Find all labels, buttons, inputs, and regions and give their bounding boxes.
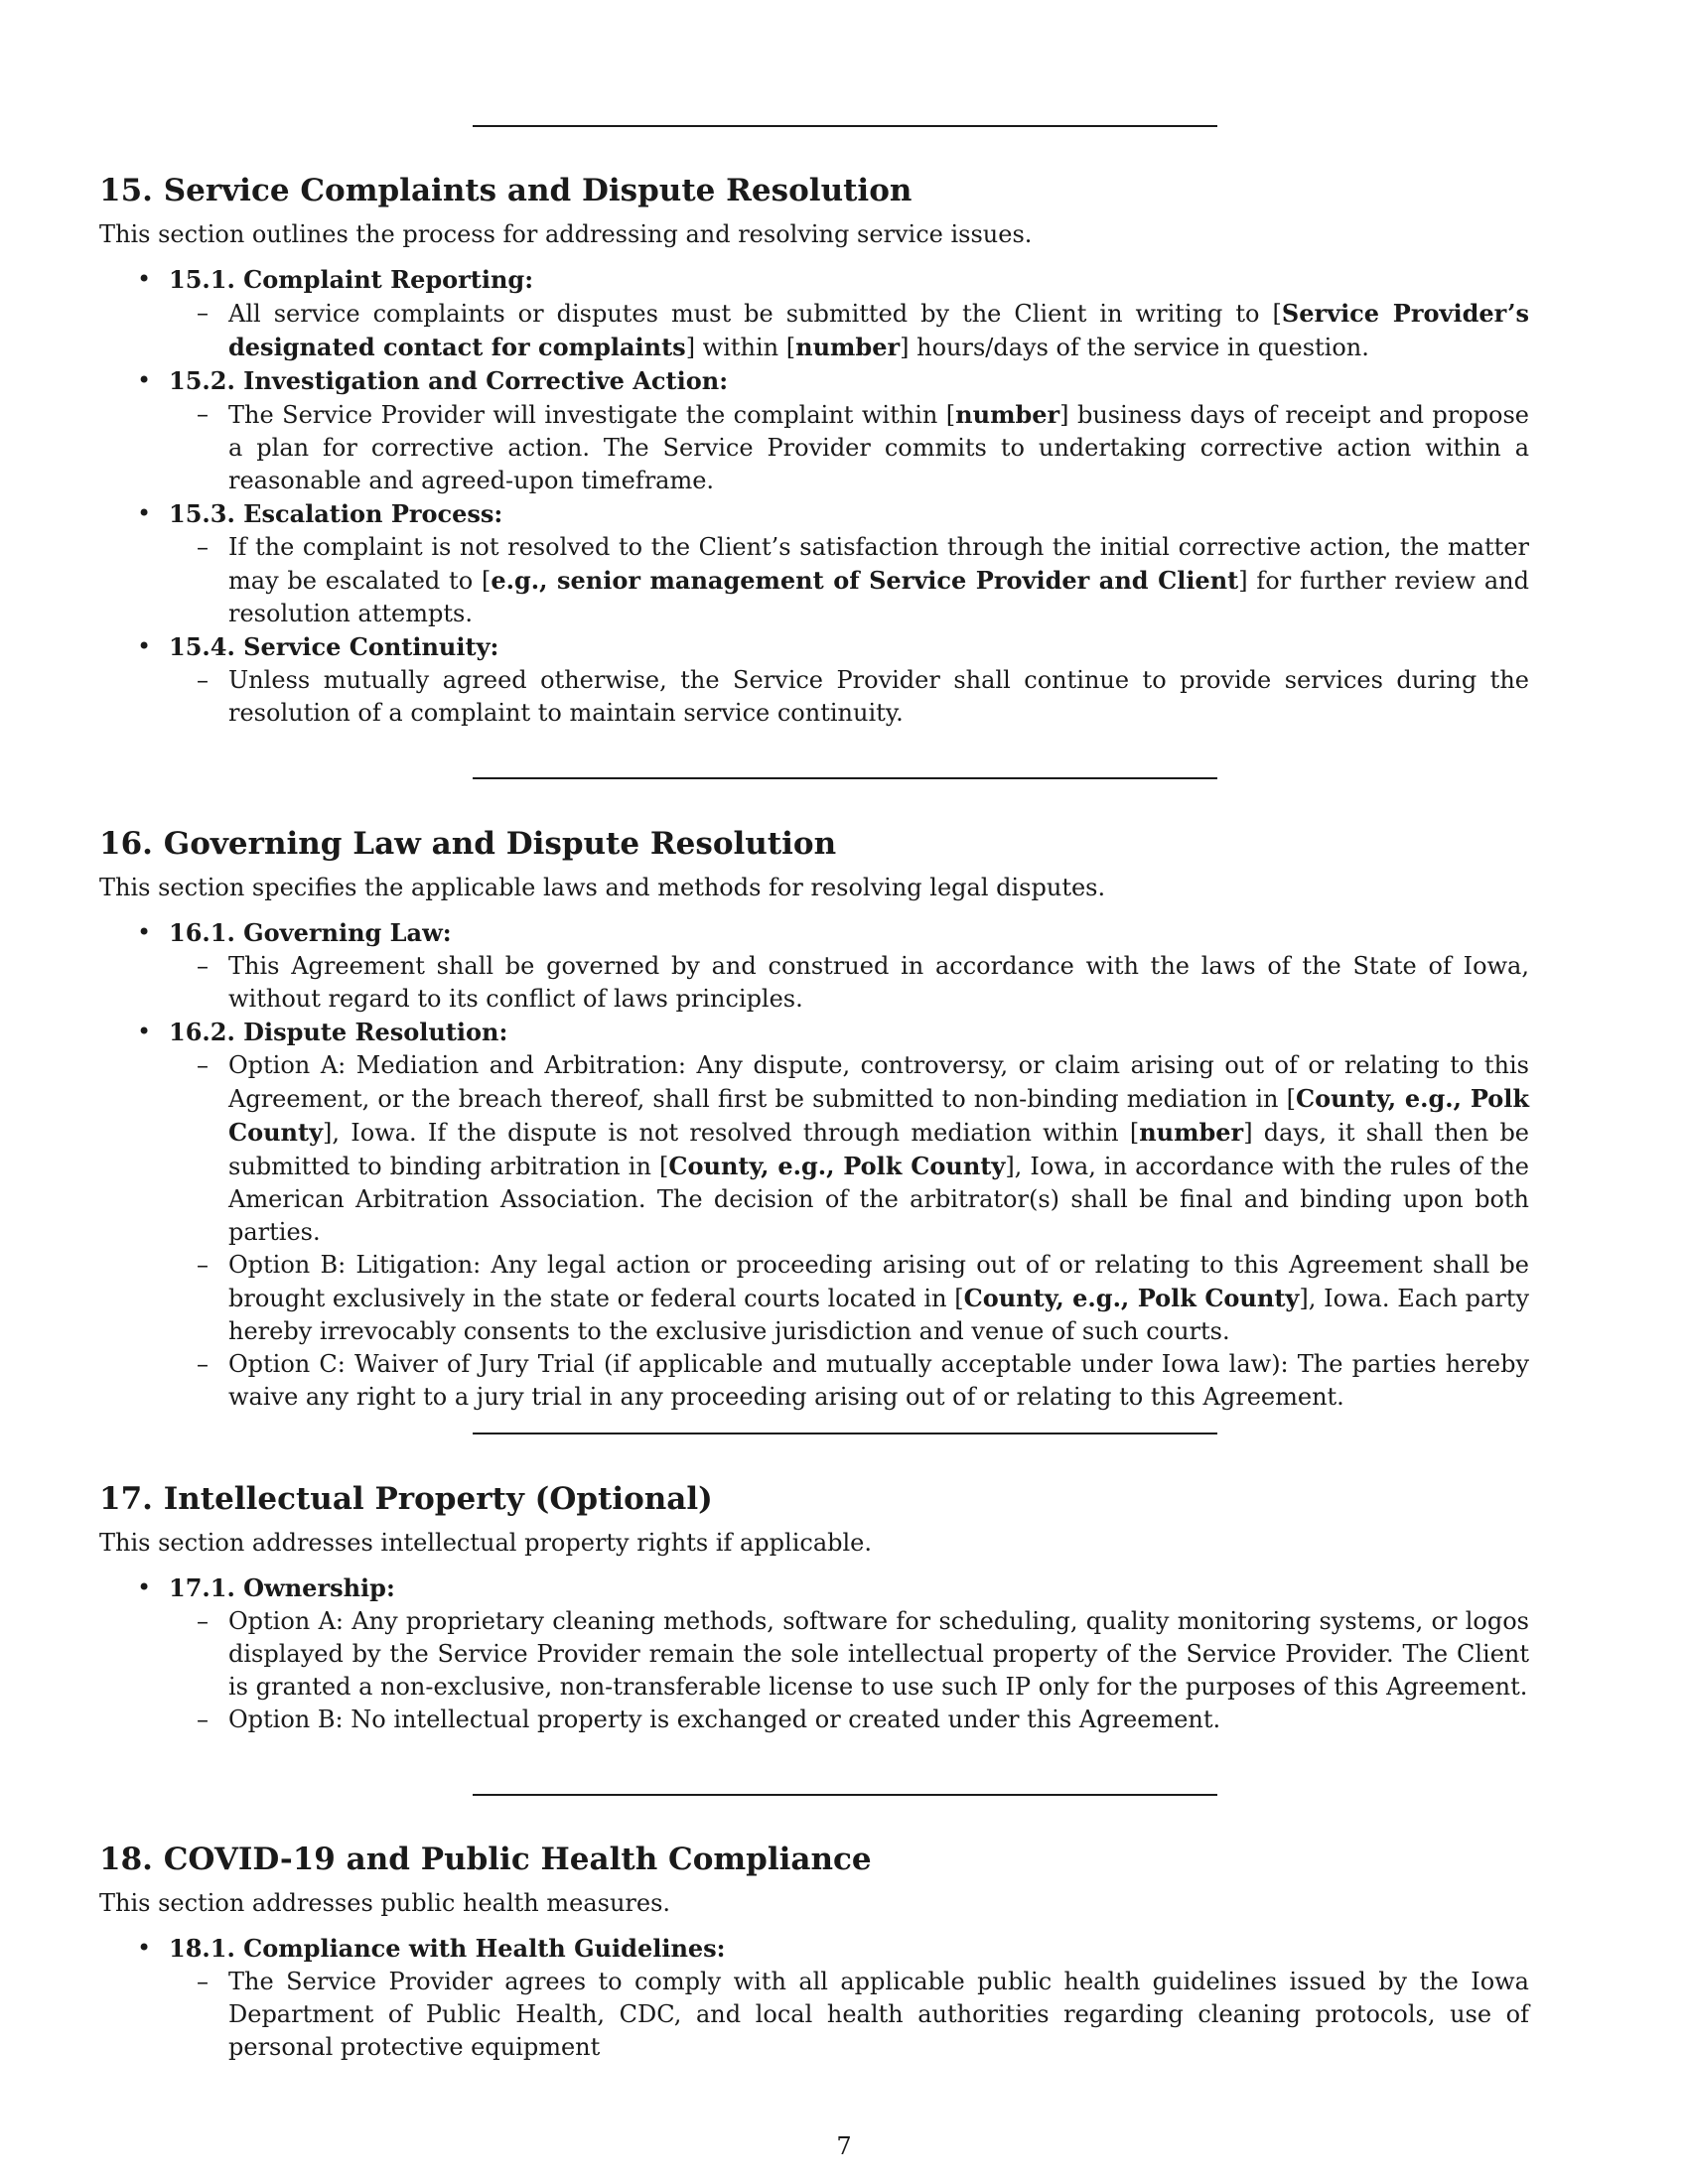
clause-item	[99, 1932, 1589, 2064]
clause-text: – If the complaint is not resolved to the Client’s satisfaction through the initial corrective action, the matter may be escalated to [e.g., senior management of Service Provider and Client] for further review and resolution attempts.	[99, 531, 1529, 630]
section-intro: This section addresses intellectual property rights if applicable.	[99, 1529, 872, 1557]
section-divider	[473, 1433, 1217, 1434]
clause-text: – Option A: Any proprietary cleaning methods, software for scheduling, quality monitoring systems, or logos displayed by the Service Provider remain the sole intellectual property of the Service Provider. The Client is granted a non-exclusive, non-transferable license to use such IP only for the purposes of this Agreement.	[99, 1605, 1529, 1704]
clause-title: 15.4. Service Continuity:	[169, 632, 499, 661]
section-intro: This section specifies the applicable laws and methods for resolving legal disputes.	[99, 874, 1106, 901]
clause-list	[99, 1932, 1589, 2064]
clause-item	[99, 263, 1589, 364]
section-intro: This section addresses public health measures.	[99, 1889, 671, 1917]
section-divider	[473, 125, 1217, 127]
section-heading: 18. COVID-19 and Public Health Compliance	[99, 1842, 872, 1877]
clause-item	[99, 364, 1589, 497]
clause-title: 16.1. Governing Law:	[169, 918, 452, 947]
clause-text: – Option B: No intellectual property is exchanged or created under this Agreement.	[99, 1704, 1529, 1736]
clause-title: 15.1. Complaint Reporting:	[169, 265, 534, 294]
clause-title: 18.1. Compliance with Health Guidelines:	[169, 1934, 726, 1963]
clause-text: – Option B: Litigation: Any legal action or proceeding arising out of or relating to this Agreement shall be brought exclusively in the state or federal courts located in [County, e.g., Polk County], Iowa. Each party hereby irrevocably consents to the exclusive jurisdiction and venue of such courts.	[99, 1249, 1529, 1348]
clause-item	[99, 1571, 1589, 1736]
section-intro: This section outlines the process for addressing and resolving service issues.	[99, 220, 1033, 248]
section-18	[99, 1840, 1589, 2064]
clause-text: – Option A: Mediation and Arbitration: Any dispute, controversy, or claim arising out of or relating to this Agreement, or the breach thereof, shall first be submitted to non-binding mediation in [County, e.g., Polk County], Iowa. If the dispute is not resolved through mediation within [number] days, it shall then be submitted to binding arbitration in [County, e.g., Polk County], Iowa, in accordance with the rules of the American Arbitration Association. The decision of the arbitrator(s) shall be final and binding upon both parties.	[99, 1049, 1529, 1249]
section-15	[99, 171, 1589, 730]
clause-item	[99, 497, 1589, 630]
section-heading: 15. Service Complaints and Dispute Resolution	[99, 173, 913, 208]
clause-item	[99, 630, 1589, 730]
section-divider	[473, 1794, 1217, 1796]
clause-text: – Option C: Waiver of Jury Trial (if applicable and mutually acceptable under Iowa law): The parties hereby waive any right to a jury trial in any proceeding arising out of or relating to this Agreement.	[99, 1348, 1529, 1414]
clause-item	[99, 916, 1589, 1016]
clause-list	[99, 1571, 1589, 1736]
clause-title: 16.2. Dispute Resolution:	[169, 1018, 508, 1046]
section-heading: 17. Intellectual Property (Optional)	[99, 1481, 713, 1517]
clause-text: – All service complaints or disputes must be submitted by the Client in writing to [Service Provider’s designated contact for complaints] within [number] hours/days of the service in question.	[99, 297, 1529, 364]
clause-text: – The Service Provider agrees to comply with all applicable public health guidelines issued by the Iowa Department of Public Health, CDC, and local health authorities regarding cleaning protocols, use of personal protective equipment	[99, 1966, 1529, 2064]
section-16	[99, 824, 1589, 1414]
clause-text: – The Service Provider will investigate the complaint within [number] business days of receipt and propose a plan for corrective action. The Service Provider commits to undertaking corrective action within a reasonable and agreed-upon timeframe.	[99, 398, 1529, 497]
section-divider	[473, 777, 1217, 779]
clause-title: 15.3. Escalation Process:	[169, 499, 503, 528]
clause-list	[99, 263, 1589, 730]
clause-item	[99, 1016, 1589, 1414]
section-heading: 16. Governing Law and Dispute Resolution	[99, 826, 837, 862]
clause-title: 15.2. Investigation and Corrective Action:	[169, 366, 729, 395]
clause-title: 17.1. Ownership:	[169, 1573, 395, 1602]
section-17	[99, 1479, 1589, 1736]
page-number: 7	[836, 2132, 852, 2160]
clause-list	[99, 916, 1589, 1414]
clause-text: – Unless mutually agreed otherwise, the Service Provider shall continue to provide services during the resolution of a complaint to maintain service continuity.	[99, 664, 1529, 730]
clause-text: – This Agreement shall be governed by and construed in accordance with the laws of the State of Iowa, without regard to its conflict of laws principles.	[99, 950, 1529, 1016]
